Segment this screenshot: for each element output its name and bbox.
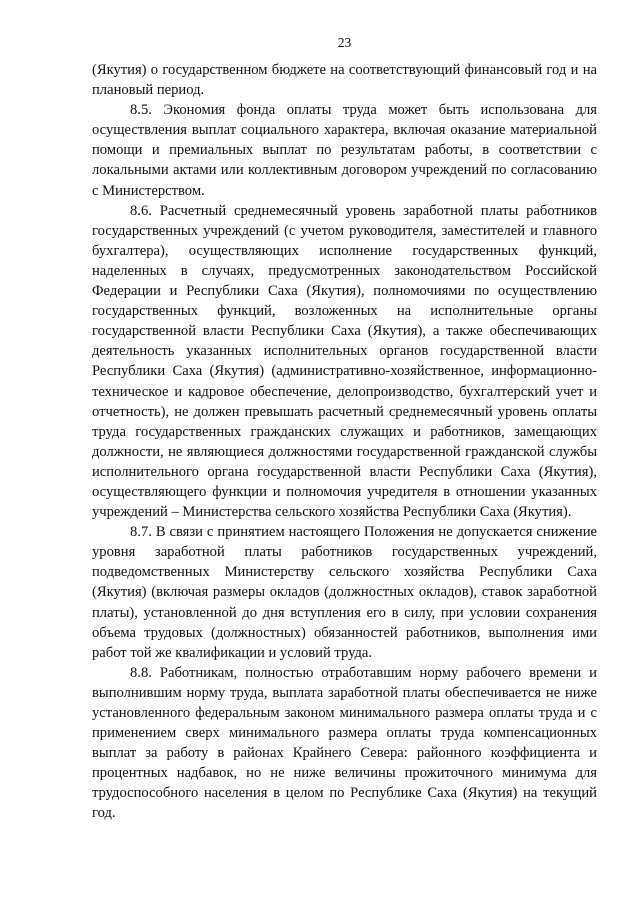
paragraph-8-7: 8.7. В связи с принятием настоящего Положения не допускается снижение уровня заработной платы работников государственных учреждений, подведомственных Министерству сельского хозяйства Республики Саха (Якутия) (включая размеры окладов (должностных окладов), ставок заработной платы), установленной до дня вступления его в силу, при условии сохранения объема трудовых (должностных) обязанностей работников, выполнения ими работ той же квалификации и условий труда. <box>92 524 597 661</box>
paragraph-8-5: 8.5. Экономия фонда оплаты труда может быть использована для осуществления выплат социального характера, включая оказание материальной помощи и премиальных выплат по результатам работы, в соответствии с локальными актами или коллективным договором учреждений по согласованию с Министерством. <box>92 102 597 199</box>
page-number: 23 <box>337 35 352 50</box>
paragraph-continuation: (Якутия) о государственном бюджете на соответствующий финансовый год и на плановый период. <box>92 62 597 99</box>
document-page <box>92 34 597 824</box>
paragraph-8-8: 8.8. Работникам, полностью отработавшим норму рабочего времени и выполнившим норму труда, выплата заработной платы обеспечивается не ниже установленного федеральным законом минимального размера оплаты труда и с применением сверх минимального размера оплаты труда компенсационных выплат за работу в районах Крайнего Севера: районного коэффициента и процентных надбавок, но не ниже величины прожиточного минимума для трудоспособного населения в целом по Республике Саха (Якутия) на текущий год. <box>92 664 597 822</box>
paragraph-8-6: 8.6. Расчетный среднемесячный уровень заработной платы работников государственных учреждений (с учетом руководителя, заместителей и главного бухгалтера), осуществляющих исполнение государственных функций, наделенных в случаях, предусмотренных законодательством Российской Федерации и Республики Саха (Якутия), полномочиями по осуществлению государственных функций, возложенных на исполнительные органы государственной власти Республики Саха (Якутия), а также обеспечивающих деятельность указанных исполнительных органов государственной власти Республики Саха (Якутия) (административно-хозяйственное, информационно-техническое и кадровое обеспечение, делопроизводство, бухгалтерский учет и отчетность), не должен превышать расчетный среднемесячный уровень оплаты труда государственных гражданских служащих и работников, замещающих должности, не являющиеся должностями государственной гражданской службы исполнительного органа государственной власти Республики Саха (Якутия), осуществляющего функции и полномочия учредителя в отношении указанных учреждений – Министерства сельского хозяйства Республики Саха (Якутия). <box>92 202 597 521</box>
